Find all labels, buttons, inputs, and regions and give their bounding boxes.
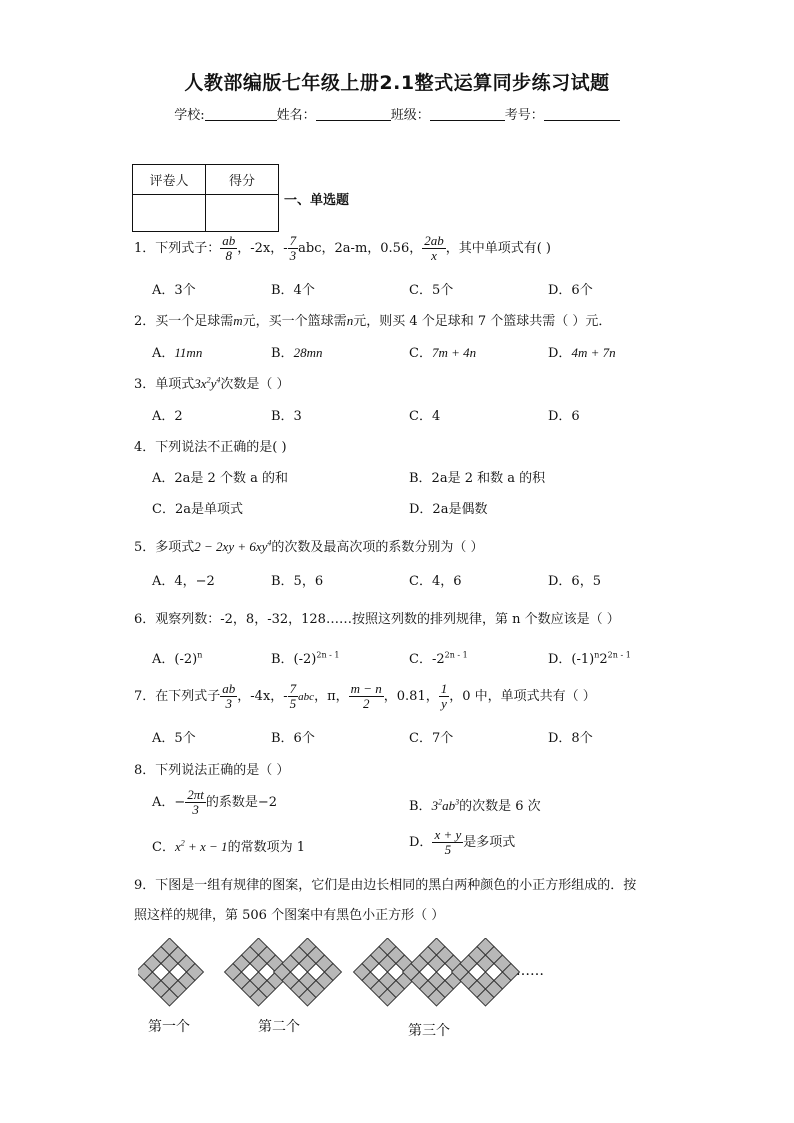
figure-label-1: 第一个: [148, 1019, 190, 1035]
q3-option-b: B．3: [271, 409, 302, 424]
school-label: 学校:: [174, 108, 205, 123]
q4-option-c: C．2a是单项式: [152, 502, 243, 517]
q6-option-a: A．$(-2)^n$: [152, 650, 203, 667]
q4-option-b: B．2a是 2 和数 a 的积: [409, 471, 546, 486]
fraction-m-n-2: $\frac{m - n}{2}$: [350, 681, 382, 711]
pattern-figures: [138, 938, 558, 1008]
question-4: 4．下列说法不正确的是( ): [134, 440, 287, 455]
score-header: 得分: [206, 165, 279, 195]
exam-number-blank: [544, 108, 620, 121]
q1-option-c: C．5个: [409, 283, 454, 298]
section-heading: 一、单选题: [284, 193, 350, 208]
q7-option-a: A．5个: [152, 731, 196, 746]
fraction-ab-8: $\frac{ab}{8}$: [222, 233, 236, 263]
question-7: 7．在下列式子 $\frac{ab}{3}$ ，-4x，- $\frac{7}{5}$ abc，π， $\frac{m - n}{2}$ ，0.81， $\frac{1}{y}$ ，0 中，单项式共有（ ）: [134, 681, 596, 711]
question-5: 5．多项式$2 - 2xy + 6xy^4$的次数及最高次项的系数分别为（ ）: [134, 538, 484, 555]
class-blank: [430, 108, 505, 121]
question-9-line-1: 9．下图是一组有规律的图案，它们是由边长相同的黑白两种颜色的小正方形组成的．按: [134, 878, 637, 893]
q2-option-b: B．28mn: [271, 345, 323, 361]
q5-option-d: D．6，5: [548, 574, 601, 589]
name-label: 姓名：: [276, 108, 316, 123]
q3-option-c: C．4: [409, 409, 441, 424]
q1-option-a: A．3个: [152, 283, 196, 298]
grader-cell: [133, 195, 206, 232]
score-table: [132, 164, 279, 232]
q6-option-d: D．$(-1)^n2^{2n - 1}$: [548, 650, 631, 667]
q4-option-d: D．2a是偶数: [409, 502, 488, 517]
q7-option-b: B．6个: [271, 731, 315, 746]
exam-number-label: 考号：: [504, 108, 544, 123]
q1-option-d: D．6个: [548, 283, 593, 298]
fraction-1-y: $\frac{1}{y}$: [440, 681, 448, 711]
question-2: 2．买一个足球需m元，买一个篮球需n元，则买 4 个足球和 7 个篮球共需（ ）元．: [134, 313, 612, 329]
continuation-dots: ……: [516, 963, 544, 979]
question-6: 6．观察列数：-2，8，-32，128……按照这列数的排列规律，第 n 个数应该是（ ）: [134, 612, 620, 627]
fraction-2ab-x: $\frac{2ab}{x}$: [424, 233, 444, 263]
figure-label-3: 第三个: [408, 1023, 450, 1039]
q7-option-c: C．7个: [409, 731, 454, 746]
question-1: 1．下列式子： $\frac{ab}{8}$ ，-2x，- $\frac{7}{3}$ abc，2a-m，0.56， $\frac{2ab}{x}$ ，其中单项式有( ): [134, 233, 551, 263]
question-9-line-2: 照这样的规律，第 506 个图案中有黑色小正方形（ ）: [134, 908, 445, 923]
score-cell: [206, 195, 279, 232]
class-label: 班级：: [390, 108, 430, 123]
q2-option-c: C．7m + 4n: [409, 345, 477, 361]
q3-option-a: A．2: [152, 409, 183, 424]
q8-option-c: C．$x^2 + x - 1$的常数项为 1: [152, 838, 305, 855]
figure-label-2: 第二个: [258, 1019, 300, 1035]
q5-option-c: C．4，6: [409, 574, 462, 589]
q6-option-c: C．$-2^{2n - 1}$: [409, 650, 468, 667]
school-blank: [205, 108, 277, 121]
fraction-ab-3: $\frac{ab}{3}$: [222, 681, 236, 711]
q6-option-b: B．$(-2)^{2n - 1}$: [271, 650, 340, 667]
name-blank: [316, 108, 391, 121]
grader-header: 评卷人: [133, 165, 206, 195]
q2-option-a: A．11mn: [152, 345, 203, 361]
q3-option-d: D．6: [548, 409, 580, 424]
q5-option-a: A．4，−2: [152, 574, 215, 589]
q5-option-b: B．5，6: [271, 574, 324, 589]
question-8: 8．下列说法正确的是（ ）: [134, 763, 290, 778]
q7-option-d: D．8个: [548, 731, 593, 746]
q8-option-b: B．$3^2ab^3$的次数是 6 次: [409, 797, 541, 814]
q4-option-a: A．2a是 2 个数 a 的和: [152, 471, 288, 486]
q8-option-a: A．− $\frac{2\pi t}{3}$ 的系数是−2: [152, 787, 278, 817]
question-3: 3．单项式$3x^2y^4$次数是（ ）: [134, 375, 290, 392]
student-info-line: [0, 104, 794, 123]
page-title: 人教部编版七年级上册2.1整式运算同步练习试题: [184, 72, 610, 94]
fraction-7-3: $\frac{7}{3}$: [289, 233, 297, 263]
fraction-7-5: $\frac{7}{5}$: [289, 681, 297, 711]
q2-option-d: D．4m + 7n: [548, 345, 616, 361]
q1-option-b: B．4个: [271, 283, 315, 298]
q8-option-d: D． $\frac{x + y}{5}$ 是多项式: [409, 827, 516, 857]
